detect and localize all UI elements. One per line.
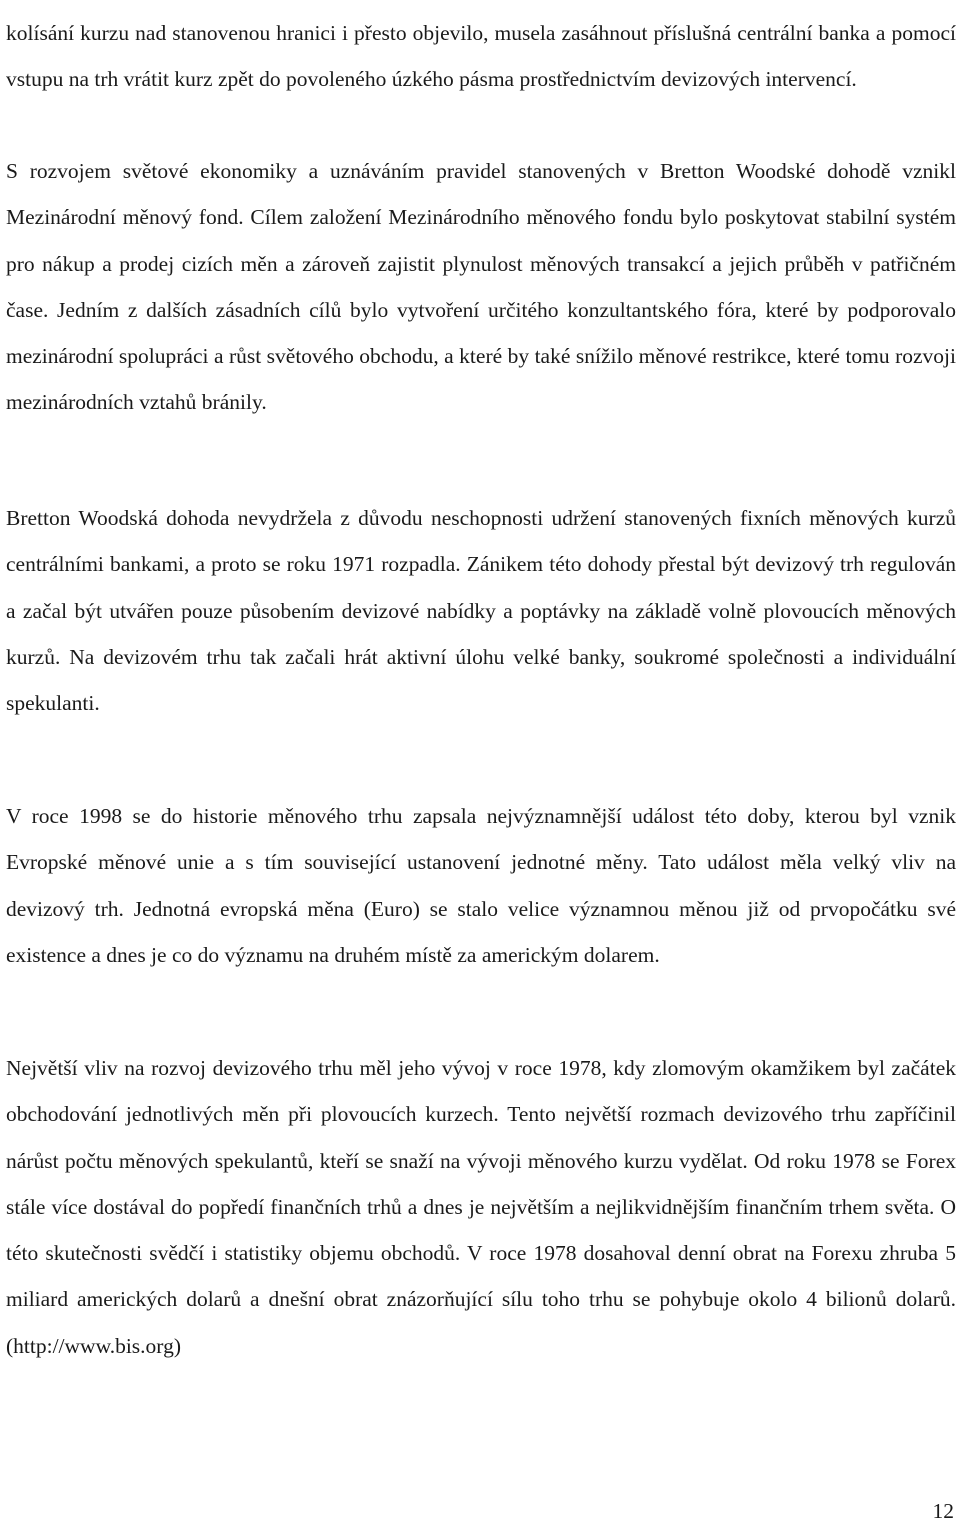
paragraph-1: kolísání kurzu nad stanovenou hranici i přesto objevilo, musela zasáhnout příslušná centrální banka a pomocí vstupu na trh vrátit kurz zpět do povoleného úzkého pásma prostřednictvím devizových intervencí. <box>6 21 956 92</box>
paragraph-5: Největší vliv na rozvoj devizového trhu měl jeho vývoj v roce 1978, kdy zlomovým okamžikem byl začátek obchodování jednotlivých měn při plovoucích kurzech. Tento největší rozmach devizového trhu zapříčinil nárůst počtu měnových spekulantů, kteří se snaží na vývoji měnového kurzu vydělat. Od roku 1978 se Forex stále více dostával do popředí finančních trhů a dnes je největším a nejlikvidnějším finančním trhem světa. O této skutečnosti svědčí i statistiky objemu obchodů. V roce 1978 dosahoval denní obrat na Forexu zhruba 5 miliard amerických dolarů a dnešní obrat znázorňující sílu toho trhu se pohybuje okolo 4 bilionů dolarů. (http://www.bis.org) <box>6 1056 956 1358</box>
page-number: 12 <box>932 1499 954 1523</box>
paragraph-2: S rozvojem světové ekonomiky a uznáváním pravidel stanovených v Bretton Woodské dohodě vznikl Mezinárodní měnový fond. Cílem založení Mezinárodního měnového fondu bylo poskytovat stabilní systém pro nákup a prodej cizích měn a zároveň zajistit plynulost měnových transakcí a jejich průběh v patřičném čase. Jedním z dalších zásadních cílů bylo vytvoření určitého konzultantského fóra, které by podporovalo mezinárodní spolupráci a růst světového obchodu, a které by také snížilo měnové restrikce, které tomu rozvoji mezinárodních vztahů bránily. <box>6 159 956 415</box>
paragraph-4: V roce 1998 se do historie měnového trhu zapsala nejvýznamnější událost této doby, kterou byl vznik Evropské měnové unie a s tím související ustanovení jednotné měny. Tato událost měla velký vliv na devizový trh. Jednotná evropská měna (Euro) se stalo velice významnou měnou již od prvopočátku své existence a dnes je co do významu na druhém místě za americkým dolarem. <box>6 804 956 967</box>
paragraph-3: Bretton Woodská dohoda nevydržela z důvodu neschopnosti udržení stanovených fixních měnových kurzů centrálními bankami, a proto se roku 1971 rozpadla. Zánikem této dohody přestal být devizový trh regulován a začal být utvářen pouze působením devizové nabídky a poptávky na základě volně plovoucích měnových kurzů. Na devizovém trhu tak začali hrát aktivní úlohu velké banky, soukromé společnosti a individuální spekulanti. <box>6 506 956 716</box>
